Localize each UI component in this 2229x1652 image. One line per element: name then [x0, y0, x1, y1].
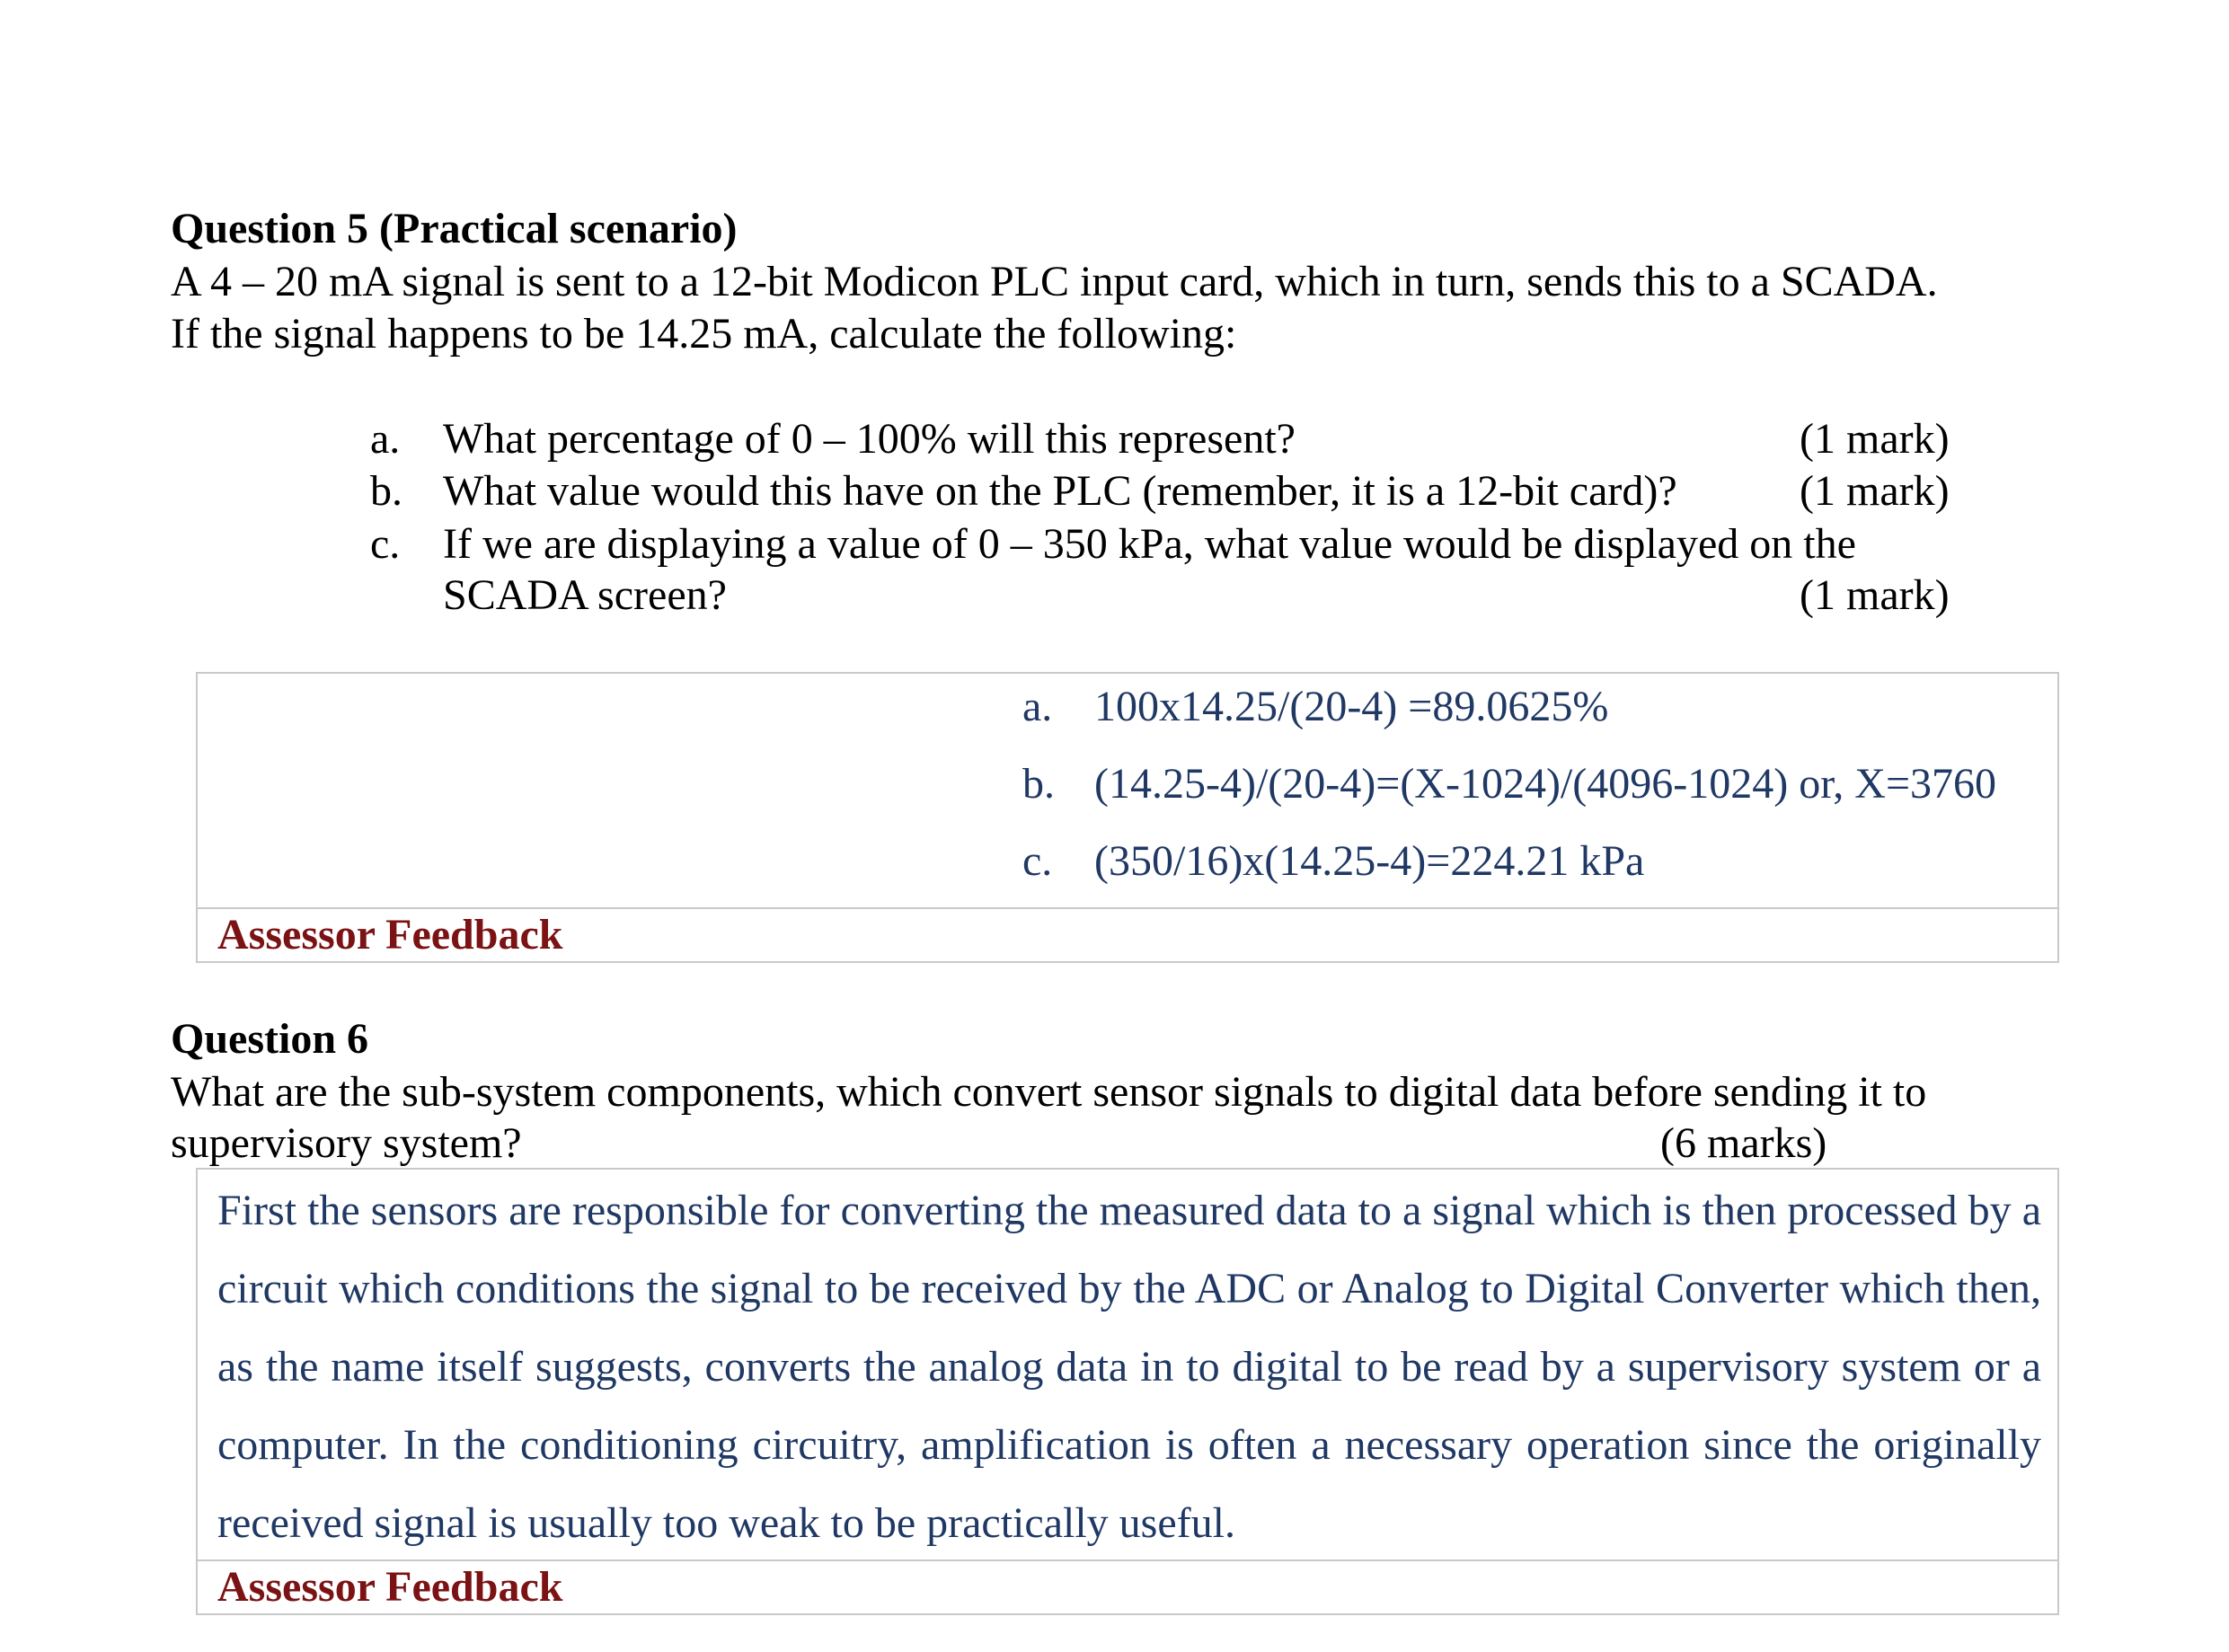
question-6-answer-text: First the sensors are responsible for converting the measured data to a signal which is then processed by a circuit which conditions the signal to be received by the ADC or Analog to Digital Converter which then, as the name itself suggests, converts the analog data in to digital to be read by a supervisory system or a computer. In the conditioning circuitry, amplification is often a necessary operation since the originally received signal is usually too weak to be practically useful.	[217, 1187, 2041, 1547]
question-5-line-1: A 4 – 20 mA signal is sent to a 12-bit Modicon PLC input card, which in turn, sends this to a SCADA.	[171, 258, 1938, 305]
answer-letter: a.	[1022, 683, 1053, 730]
subquestion-c-continued	[0, 570, 1707, 622]
question-6-title: Question 6	[171, 1015, 369, 1063]
subquestion-letter: a.	[370, 415, 401, 463]
question-5-title: Question 5 (Practical scenario)	[171, 205, 738, 252]
answer-letter: c.	[1022, 837, 1053, 885]
answer-b	[198, 758, 2057, 810]
subquestion-b-marks: (1 mark)	[1800, 467, 1950, 515]
subquestion-c	[0, 518, 2229, 570]
subquestion-text-continued: SCADA screen?	[443, 571, 727, 619]
question-6-line-2: supervisory system?	[171, 1119, 522, 1167]
subquestion-letter: b.	[370, 467, 402, 515]
subquestion-text: What percentage of 0 – 100% will this represent?	[443, 415, 1296, 463]
answer-text: (14.25-4)/(20-4)=(X-1024)/(4096-1024) or, X=3760	[1094, 760, 1997, 808]
question-6-feedback-row[interactable]	[196, 1559, 2059, 1615]
answer-c	[198, 835, 2057, 888]
question-6-answer-box[interactable]	[196, 1168, 2059, 1561]
assessor-feedback-label: Assessor Feedback	[217, 911, 563, 959]
question-5-line-2: If the signal happens to be 14.25 mA, calculate the following:	[171, 310, 1237, 358]
question-5-feedback-row[interactable]	[196, 907, 2059, 963]
subquestion-text: What value would this have on the PLC (remember, it is a 12-bit card)?	[443, 467, 1677, 515]
answer-text: 100x14.25/(20-4) =89.0625%	[1094, 683, 1609, 730]
subquestion-letter: c.	[370, 520, 401, 568]
answer-letter: b.	[1022, 760, 1055, 808]
subquestion-a-marks: (1 mark)	[1800, 415, 1950, 463]
assessor-feedback-label: Assessor Feedback	[217, 1563, 563, 1611]
question-6-marks: (6 marks)	[1660, 1119, 1827, 1167]
subquestion-c-marks: (1 mark)	[1800, 571, 1950, 619]
subquestion-text: If we are displaying a value of 0 – 350 kPa, what value would be displayed on the	[443, 520, 1856, 568]
question-6-line-1: What are the sub-system components, which convert sensor signals to digital data before sending it to	[171, 1068, 1927, 1116]
answer-text: (350/16)x(14.25-4)=224.21 kPa	[1094, 837, 1645, 885]
answer-a	[198, 681, 2057, 733]
question-5-answer-box[interactable]	[196, 672, 2059, 909]
